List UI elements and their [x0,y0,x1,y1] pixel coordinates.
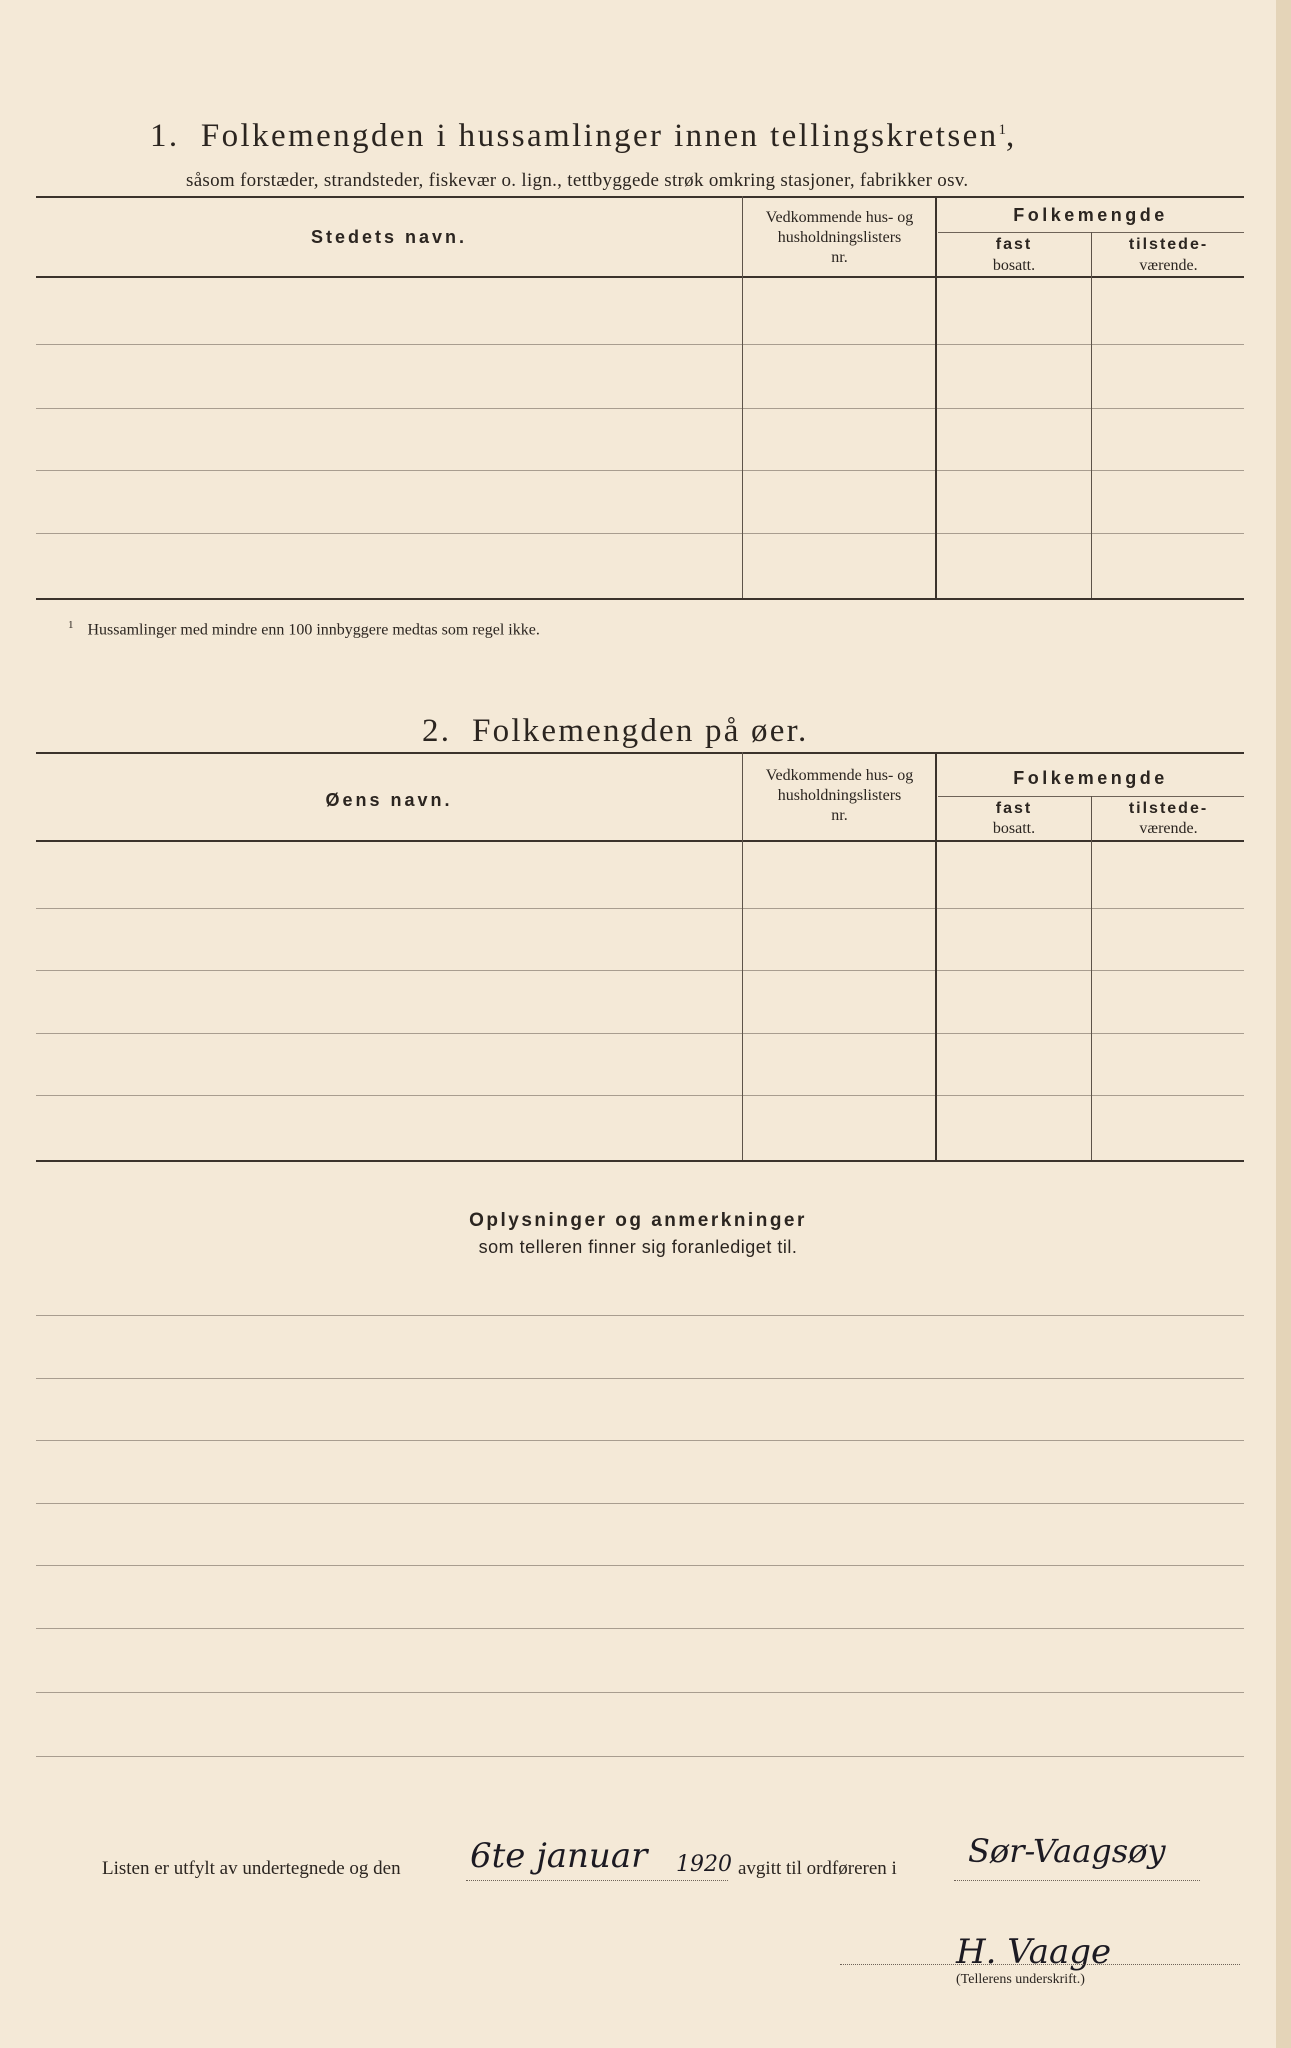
signature-place: Sør-Vaagsøy [968,1832,1166,1870]
remarks-line [36,1692,1244,1693]
section1-title-text: Folkemengden i hussamlinger innen tellingskretsen [200,118,999,154]
signature-underline [840,1964,1240,1965]
section1-subtitle: såsom forstæder, strandsteder, fiskevær o. lign., tettbyggede strøk omkring stasjoner, fabrikker osv. [186,170,969,191]
table1-top-rule [36,196,1244,198]
table2-col-list [744,766,935,826]
signature-date: 6te januar [470,1836,648,1876]
remarks-title: Oplysninger og anmerkninger [469,1210,807,1231]
table2-col-tilstede-sub: værende. [1139,820,1198,837]
table2-col-name: Øens navn. [325,790,453,810]
table2-col-fast-sub: bosatt. [992,820,1036,837]
section1-footnote-mark: 1 [998,122,1007,138]
table2-col-list-line: Vedkommende hus- og [765,767,914,784]
remarks-line [36,1565,1244,1566]
section1-title: 1. Folkemengden i hussamlinger innen tellingskretsen$^1$, [150,118,1017,154]
table1-row-line [36,470,1244,471]
remarks-line [36,1503,1244,1504]
table2-col-list-line: nr. [831,807,848,824]
date-underline [466,1880,728,1881]
section1-footnote [68,619,540,639]
table2-header-rule [36,840,1244,842]
table2-top-rule [36,752,1244,754]
table2-row-line [36,1033,1244,1034]
table1-col-list [744,208,935,268]
section2-title [422,713,808,750]
remarks-line [36,1756,1244,1757]
section2-number: 2. [422,713,452,749]
table1-col-list-line: Vedkommende hus- og [765,209,914,226]
remarks-line [36,1628,1244,1629]
table2-bottom-rule [36,1160,1244,1162]
table1-col-name: Stedets navn. [310,227,468,247]
table2-row-line [36,908,1244,909]
table1-col-list-line: nr. [831,249,848,266]
table1-col-divider [1091,232,1092,598]
table1-row-line [36,408,1244,409]
remarks-subtitle: som telleren finner sig foranlediget til. [478,1237,798,1257]
section2-title-text: Folkemengden på øer. [472,713,809,749]
table1-row-line [36,344,1244,345]
table1-col-group: Folkemengde [1013,205,1168,225]
table1-col-divider [742,196,743,598]
remarks-line [36,1315,1244,1316]
table2-col-divider [742,752,743,1160]
footnote-number: 1 [68,619,74,631]
table1-row-line [36,533,1244,534]
table1-col-tilstede-sub: værende. [1139,257,1198,274]
table2-col-group: Folkemengde [1013,768,1168,788]
table2-row-line [36,970,1244,971]
section1-number: 1. [150,118,180,154]
place-underline [954,1880,1200,1881]
table2-col-list-line: husholdningslisters [777,787,902,804]
remarks-line [36,1378,1244,1379]
table2-col-tilstede: tilstede- [1128,800,1209,817]
page-edge [1276,0,1291,2048]
remarks-line [36,1440,1244,1441]
table2-col-fast: fast [995,800,1033,817]
footnote-text: Hussamlinger med mindre enn 100 innbyggere medtas som regel ikke. [87,621,540,639]
table2-row-line [36,1095,1244,1096]
signature-year: 1920 [676,1852,732,1877]
signature-label: (Tellerens underskrift.) [956,1972,1085,1987]
teller-signature: H. Vaage [956,1932,1112,1972]
table2-col-divider [1091,796,1092,1160]
table1-col-list-line: husholdningslisters [777,229,902,246]
table1-col-tilstede: tilstede- [1128,236,1209,253]
signature-text-before: Listen er utfylt av undertegnede og den [102,1858,401,1879]
table1-col-fast: fast [995,236,1033,253]
table1-bottom-rule [36,598,1244,600]
table1-header-rule [36,276,1244,278]
table1-col-fast-sub: bosatt. [992,257,1036,274]
signature-text-middle: avgitt til ordføreren i [738,1858,897,1879]
